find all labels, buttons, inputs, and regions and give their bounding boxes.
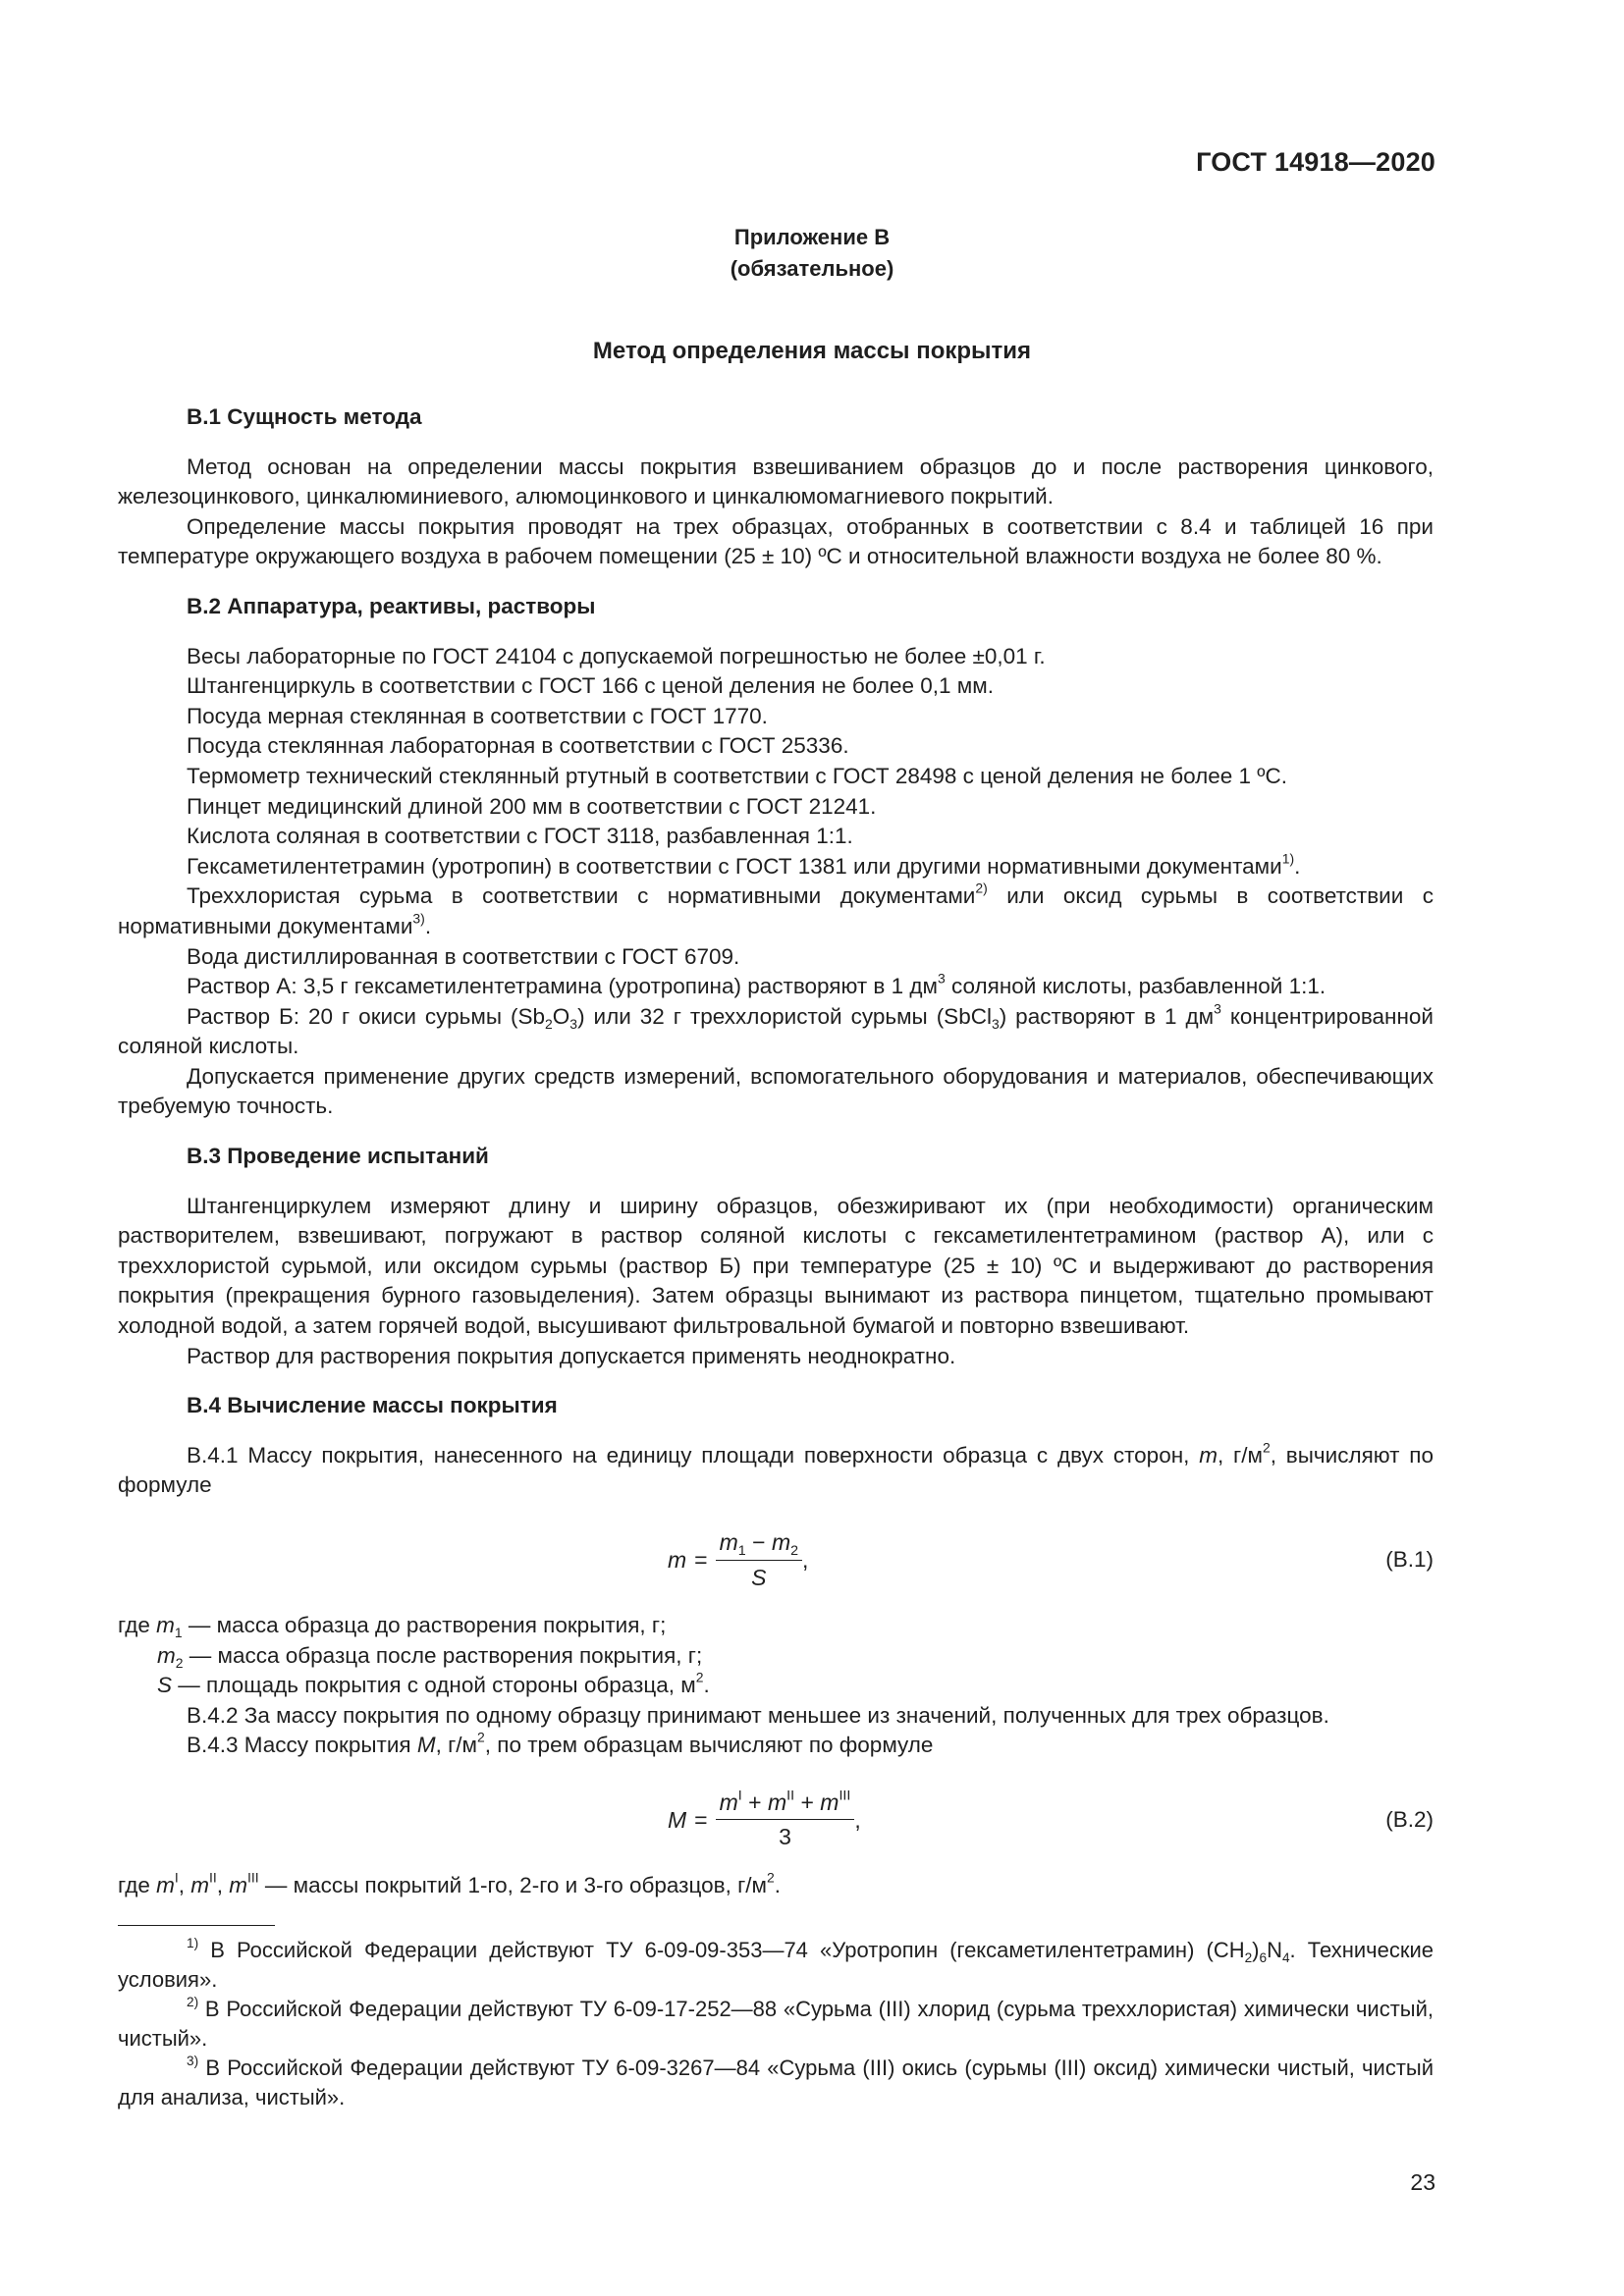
- text: — масса образца до растворения покрытия, г;: [182, 1613, 667, 1637]
- superscript: 2: [477, 1729, 485, 1745]
- footnote-marker: 3): [187, 2053, 199, 2068]
- subscript: 6: [1259, 1949, 1268, 1965]
- superscript: 3: [937, 970, 946, 987]
- formula-number: (В.1): [1385, 1546, 1434, 1572]
- text: соляной кислоты, разбавленной 1:1.: [945, 974, 1326, 999]
- list-item: Штангенциркуль в соответствии с ГОСТ 166 с ценой деления не более 0,1 мм.: [187, 673, 994, 699]
- footnote-1: [118, 1936, 1434, 1995]
- footnote-marker: 2): [187, 1994, 199, 2009]
- numerator: [716, 1527, 802, 1561]
- document-title: Метод определения массы покрытия: [592, 338, 1032, 364]
- text: — площадь покрытия с одной стороны образца, м: [172, 1673, 696, 1698]
- page-number: 23: [1410, 2169, 1435, 2195]
- paragraph: [118, 1441, 1434, 1501]
- subscript: 3: [569, 1015, 578, 1032]
- numerator: [716, 1788, 855, 1821]
- list-item: Термометр технический стеклянный ртутный в соответствии с ГОСТ 28498 с ценой деления не более 1 ºС.: [187, 763, 1288, 788]
- superscript: I: [174, 1869, 179, 1886]
- equals-sign: =: [694, 1806, 708, 1833]
- text: или оксид сурьмы в соответствии с нормативными документами: [118, 883, 1434, 938]
- text: .: [703, 1673, 710, 1698]
- section-heading-b1: В.1 Сущность метода: [187, 404, 422, 429]
- text: Треххлористая сурьма в соответствии с нормативными документами: [187, 883, 976, 909]
- footnotes: [118, 1936, 1434, 2112]
- text: — масса образца после растворения покрытия, г;: [183, 1642, 703, 1668]
- fraction: [716, 1788, 855, 1852]
- text: В Российской Федерации действуют ТУ 6-09-09-353—74 «Уротропин (гексаметилентетрамин) (CH: [198, 1937, 1245, 1962]
- subscript: 1: [737, 1542, 746, 1559]
- document-body: [118, 402, 1434, 2112]
- superscript: III: [247, 1869, 259, 1886]
- text: Раствор А: 3,5 г гексаметилентетрамина (уротропина) растворяют в 1 дм: [187, 974, 938, 999]
- superscript: 2: [1262, 1439, 1271, 1456]
- term: m: [771, 1528, 791, 1555]
- footnote-ref[interactable]: 2): [975, 880, 988, 896]
- list-item: Посуда стеклянная лабораторная в соответствии с ГОСТ 25336.: [187, 733, 849, 759]
- footnote-3: [118, 2054, 1434, 2112]
- formula-comma: ,: [854, 1806, 861, 1833]
- term: m: [820, 1789, 839, 1815]
- paragraph: Метод основан на определении массы покрытия взвешиванием образцов до и после растворения цинкового, железоцинкового, цинкалюминиевого, алюмоцинкового и цинкалюмомагниевого покрытий.: [118, 454, 1434, 509]
- list-item: [118, 852, 1434, 882]
- appendix-heading: [0, 222, 1624, 285]
- list-item: [118, 1002, 1434, 1062]
- text: ): [1252, 1937, 1260, 1962]
- superscript: III: [839, 1788, 851, 1804]
- text: .: [1294, 853, 1301, 879]
- paragraph: Определение массы покрытия проводят на трех образцах, отобранных в соответствии с 8.4 и таблицей 16 при температуре окружающего воздуха в рабочем помещении (25 ± 10) ºС и относительной влажности воздуха не более 80 %.: [118, 513, 1434, 569]
- text: В Российской Федерации действуют ТУ 6-09-3267—84 «Сурьма (III) окись (сурьмы (III) оксид) химически чистый, чистый для анализа, чистый».: [118, 2055, 1434, 2109]
- paragraph: Штангенциркулем измеряют длину и ширину образцов, обезжиривают их (при необходимости) органическим растворителем, взвешивают, погружают в раствор соляной кислоты с гексаметилентетрамином (раствор А), или с треххлористой сурьмой, или оксидом сурьмы (раствор Б) при температуре (25 ± 10) ºС и выдерживают до растворения покрытия (прекращения бурного газовыделения). Затем образцы вынимают из раствора пинцетом, тщательно промывают холодной водой, а затем горячей водой, высушивают фильтровальной бумагой и повторно взвешивают.: [118, 1193, 1434, 1339]
- list-item: Посуда мерная стеклянная в соответствии с ГОСТ 1770.: [187, 703, 768, 728]
- term: m: [767, 1789, 787, 1815]
- text: , г/м: [435, 1733, 478, 1758]
- fraction: [716, 1527, 802, 1592]
- text: ,: [178, 1872, 191, 1897]
- formula-lhs: M: [668, 1806, 687, 1833]
- text: . Технические условия».: [118, 1937, 1434, 1992]
- paragraph: Раствор для растворения покрытия допускается применять неоднократно.: [187, 1343, 956, 1368]
- text: — массы покрытий 1-го, 2-го и 3-го образцов, г/м: [258, 1872, 767, 1897]
- text: В Российской Федерации действуют ТУ 6-09-17-252—88 «Сурьма (III) хлорид (сурьма треххлористая) химически чистый, чистый».: [118, 1996, 1434, 2051]
- text: В.4.1 Массу покрытия, нанесенного на единицу площади поверхности образца с двух сторон,: [187, 1442, 1200, 1468]
- where-line: [118, 1611, 1434, 1641]
- text: O: [552, 1003, 570, 1029]
- list-item: Пинцет медицинский длиной 200 мм в соответствии с ГОСТ 21241.: [187, 793, 877, 819]
- subscript: 4: [1281, 1949, 1290, 1965]
- standard-code: ГОСТ 14918—2020: [1196, 147, 1435, 177]
- text: Раствор Б: 20 г окиси сурьмы (Sb: [187, 1003, 546, 1029]
- text: где: [118, 1613, 157, 1637]
- list-item: [118, 972, 1434, 1002]
- superscript: 3: [1214, 1000, 1221, 1017]
- list-item: Весы лабораторные по ГОСТ 24104 с допускаемой погрешностью не более ±0,01 г.: [187, 643, 1046, 668]
- term: m: [719, 1789, 738, 1815]
- text: Гексаметилентетрамин (уротропин) в соответствии с ГОСТ 1381 или другими нормативными документами: [187, 853, 1282, 879]
- footnote-marker: 1): [187, 1935, 199, 1950]
- symbol: m: [157, 1642, 176, 1668]
- symbol: S: [157, 1673, 173, 1698]
- text: N: [1267, 1937, 1282, 1962]
- list-item: Вода дистиллированная в соответствии с ГОСТ 6709.: [187, 943, 740, 969]
- term: m: [719, 1528, 738, 1555]
- paragraph: [118, 1731, 1434, 1761]
- symbol-m: m: [1199, 1442, 1218, 1468]
- plus-sign: +: [741, 1789, 768, 1815]
- where-line: [118, 1871, 1434, 1901]
- plus-sign: +: [794, 1789, 821, 1815]
- footnote-ref[interactable]: 3): [412, 910, 425, 927]
- subscript: 2: [790, 1542, 799, 1559]
- formula-lhs: m: [668, 1546, 687, 1573]
- superscript: 2: [695, 1669, 704, 1685]
- footnote-ref[interactable]: 1): [1281, 850, 1295, 867]
- text: концентрированной соляной кислоты.: [118, 1003, 1434, 1059]
- appendix-title: Приложение В: [733, 225, 891, 249]
- subscript: 2: [1244, 1949, 1253, 1965]
- paragraph: В.4.2 За массу покрытия по одному образцу принимают меньшее из значений, полученных для трех образцов.: [187, 1702, 1329, 1728]
- text: .: [774, 1872, 782, 1897]
- formula-expression: [668, 1515, 808, 1605]
- subscript: 1: [174, 1624, 183, 1640]
- formula-number: (В.2): [1385, 1806, 1434, 1832]
- section-heading-b3: В.3 Проведение испытаний: [187, 1144, 489, 1169]
- symbol: m: [156, 1872, 175, 1897]
- subscript: 3: [991, 1015, 1000, 1032]
- text: , по трем образцам вычисляют по формуле: [484, 1733, 934, 1758]
- list-item: [118, 881, 1434, 941]
- symbol: m: [229, 1872, 247, 1897]
- superscript: 2: [767, 1869, 775, 1886]
- text: ) растворяют в 1 дм: [999, 1003, 1215, 1029]
- minus-sign: −: [745, 1528, 772, 1555]
- text: ) или 32 г треххлористой сурьмы (SbCl: [577, 1003, 992, 1029]
- formula-expression: [668, 1775, 861, 1865]
- symbol: m: [190, 1872, 209, 1897]
- symbol: m: [156, 1613, 175, 1637]
- superscript: II: [208, 1869, 217, 1886]
- text: В.4.3 Массу покрытия: [187, 1733, 417, 1758]
- superscript: I: [737, 1788, 742, 1804]
- footnote-divider: [118, 1925, 275, 1926]
- formula-comma: ,: [802, 1546, 809, 1573]
- section-heading-b4: В.4 Вычисление массы покрытия: [187, 1393, 558, 1418]
- symbol-M: M: [416, 1733, 436, 1758]
- formula-b1: [118, 1515, 1434, 1605]
- where-line: [118, 1641, 1434, 1672]
- equals-sign: =: [694, 1546, 708, 1573]
- denominator: S: [751, 1564, 767, 1590]
- subscript: 2: [175, 1654, 184, 1671]
- text: , вычисляют по формуле: [118, 1442, 1434, 1498]
- footnote-2: [118, 1995, 1434, 2054]
- section-heading-b2: В.2 Аппаратура, реактивы, растворы: [187, 593, 596, 618]
- appendix-status: (обязательное): [730, 256, 894, 281]
- formula-b2: [118, 1775, 1434, 1865]
- text: .: [424, 913, 432, 938]
- denominator: 3: [779, 1824, 791, 1850]
- text: , г/м: [1217, 1442, 1263, 1468]
- list-item: Допускается применение других средств измерений, вспомогательного оборудования и материалов, обеспечивающих требуемую точность.: [118, 1063, 1434, 1119]
- list-item: Кислота соляная в соответствии с ГОСТ 3118, разбавленная 1:1.: [187, 824, 853, 849]
- superscript: II: [786, 1788, 795, 1804]
- subscript: 2: [545, 1015, 553, 1032]
- text: где: [118, 1872, 157, 1897]
- where-line: [118, 1671, 1434, 1701]
- text: ,: [216, 1872, 230, 1897]
